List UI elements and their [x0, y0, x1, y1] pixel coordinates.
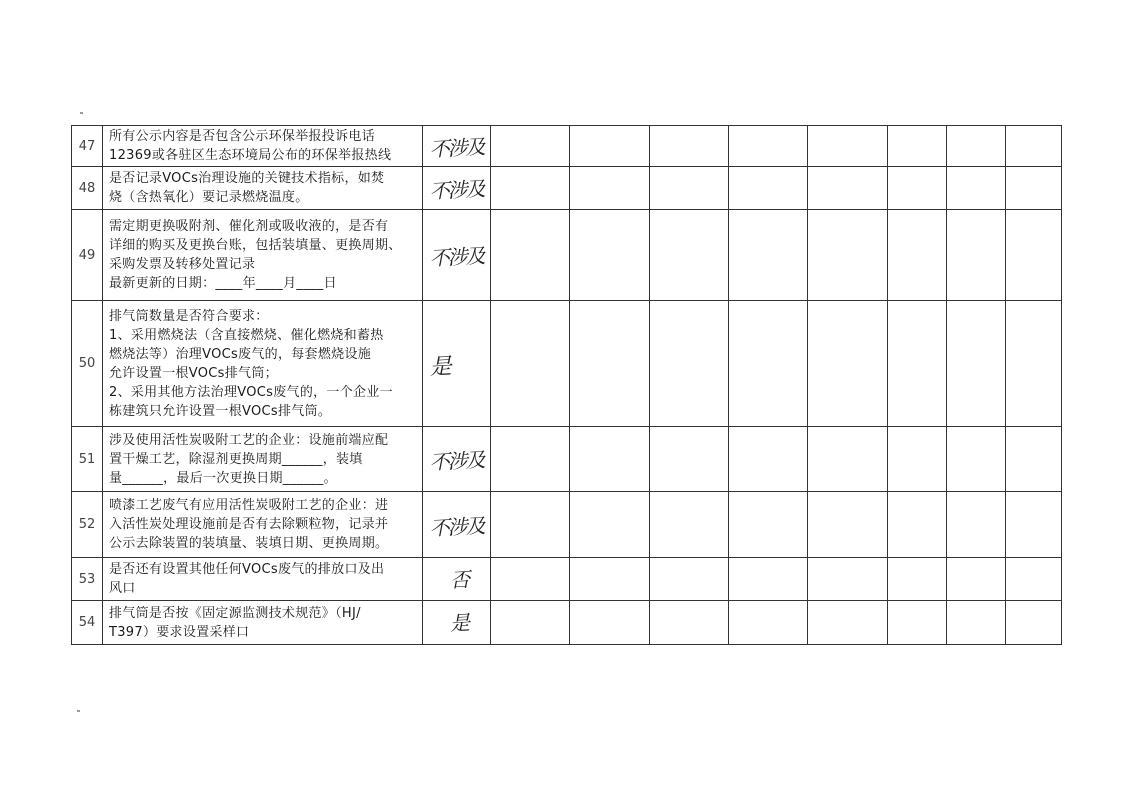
blank-cell[interactable]	[808, 301, 888, 427]
blank-cell[interactable]	[808, 558, 888, 601]
row-number: 53	[72, 558, 103, 601]
blank-cell[interactable]	[570, 301, 650, 427]
blank-cell[interactable]	[650, 427, 729, 492]
handwritten-answer: 不涉及	[421, 490, 492, 559]
blank-cell[interactable]	[888, 126, 947, 167]
blank-cell[interactable]	[570, 558, 650, 601]
table-row	[72, 427, 1062, 492]
blank-cell[interactable]	[1006, 210, 1062, 301]
blank-cell[interactable]	[570, 210, 650, 301]
blank-cell[interactable]	[888, 601, 947, 645]
blank-cell[interactable]	[650, 126, 729, 167]
blank-cell[interactable]	[570, 167, 650, 210]
blank-cell[interactable]	[1006, 558, 1062, 601]
blank-cell[interactable]	[650, 492, 729, 558]
blank-cell[interactable]	[729, 558, 808, 601]
blank-cell[interactable]	[947, 558, 1006, 601]
blank-cell[interactable]	[888, 558, 947, 601]
table-row	[72, 601, 1062, 645]
blank-cell[interactable]	[888, 427, 947, 492]
blank-cell[interactable]	[570, 427, 650, 492]
blank-cell[interactable]	[491, 167, 570, 210]
handwritten-answer: 不涉及	[421, 425, 492, 493]
blank-cell[interactable]	[888, 167, 947, 210]
blank-cell[interactable]	[729, 427, 808, 492]
blank-cell[interactable]	[888, 210, 947, 301]
blank-cell[interactable]	[808, 492, 888, 558]
item-description: 是否还有设置其他任何VOCs废气的排放口及出 风口	[103, 558, 423, 601]
item-description: 是否记录VOCs治理设施的关键技术指标，如焚 烧（含热氧化）要记录燃烧温度。	[103, 167, 423, 210]
blank-cell[interactable]	[947, 427, 1006, 492]
blank-cell[interactable]	[1006, 427, 1062, 492]
blank-cell[interactable]	[729, 210, 808, 301]
blank-cell[interactable]	[650, 601, 729, 645]
blank-cell[interactable]	[888, 492, 947, 558]
blank-cell[interactable]	[888, 301, 947, 427]
blank-cell[interactable]	[650, 210, 729, 301]
table-row	[72, 167, 1062, 210]
table-row	[72, 301, 1062, 427]
scan-speck	[77, 710, 80, 712]
blank-cell[interactable]	[491, 601, 570, 645]
scan-speck	[80, 112, 83, 114]
blank-cell[interactable]	[650, 558, 729, 601]
row-number: 48	[72, 167, 103, 210]
blank-cell[interactable]	[1006, 167, 1062, 210]
row-number: 47	[72, 126, 103, 167]
row-number: 54	[72, 601, 103, 645]
blank-cell[interactable]	[947, 601, 1006, 645]
blank-cell[interactable]	[650, 167, 729, 210]
blank-cell[interactable]	[1006, 301, 1062, 427]
table-row	[72, 126, 1062, 167]
blank-cell[interactable]	[491, 301, 570, 427]
item-description: 排气筒数量是否符合要求： 1、采用燃烧法（含直接燃烧、催化燃烧和蓄热 燃烧法等）治理VOCs废气的，每套燃烧设施 允许设置一根VOCs排气筒； 2、采用其他方法治理VOCs废气的，一个企业一 栋建筑只允许设置一根VOCs排气筒。	[103, 301, 423, 427]
item-description: 涉及使用活性炭吸附工艺的企业：设施前端应配 置干燥工艺，除湿剂更换周期______，装填 量______，最后一次更换日期______。	[103, 427, 423, 492]
blank-cell[interactable]	[947, 167, 1006, 210]
blank-cell[interactable]	[729, 601, 808, 645]
item-description: 需定期更换吸附剂、催化剂或吸收液的，是否有 详细的购买及更换台账，包括装填量、更换周期、 采购发票及转移处置记录 最新更新的日期：____年____月____日	[103, 210, 423, 301]
blank-cell[interactable]	[650, 301, 729, 427]
table-row	[72, 492, 1062, 558]
handwritten-answer: 不涉及	[421, 165, 491, 211]
row-number: 51	[72, 427, 103, 492]
inspection-table	[71, 125, 1062, 645]
item-description: 排气筒是否按《固定源监测技术规范》（HJ/ T397）要求设置采样口	[103, 601, 423, 645]
blank-cell[interactable]	[729, 126, 808, 167]
blank-cell[interactable]	[491, 492, 570, 558]
row-number: 50	[72, 301, 103, 427]
blank-cell[interactable]	[729, 301, 808, 427]
blank-cell[interactable]	[808, 167, 888, 210]
table-row	[72, 558, 1062, 601]
blank-cell[interactable]	[808, 427, 888, 492]
table-row	[72, 210, 1062, 301]
blank-cell[interactable]	[570, 492, 650, 558]
handwritten-answer: 是	[421, 599, 491, 646]
blank-cell[interactable]	[1006, 601, 1062, 645]
item-description: 喷漆工艺废气有应用活性炭吸附工艺的企业：进 入活性炭处理设施前是否有去除颗粒物，记录并 公示去除装置的装填量、装填日期、更换周期。	[103, 492, 423, 558]
blank-cell[interactable]	[729, 167, 808, 210]
blank-cell[interactable]	[729, 492, 808, 558]
blank-cell[interactable]	[947, 126, 1006, 167]
handwritten-answer: 不涉及	[421, 124, 491, 169]
blank-cell[interactable]	[491, 558, 570, 601]
blank-cell[interactable]	[808, 601, 888, 645]
blank-cell[interactable]	[1006, 492, 1062, 558]
blank-cell[interactable]	[570, 126, 650, 167]
blank-cell[interactable]	[947, 492, 1006, 558]
handwritten-answer: 不涉及	[420, 208, 493, 302]
blank-cell[interactable]	[947, 301, 1006, 427]
blank-cell[interactable]	[570, 601, 650, 645]
blank-cell[interactable]	[491, 210, 570, 301]
row-number: 52	[72, 492, 103, 558]
handwritten-answer: 否	[421, 556, 491, 602]
handwritten-answer: 是	[419, 299, 494, 428]
row-number: 49	[72, 210, 103, 301]
blank-cell[interactable]	[808, 210, 888, 301]
blank-cell[interactable]	[947, 210, 1006, 301]
blank-cell[interactable]	[491, 427, 570, 492]
blank-cell[interactable]	[808, 126, 888, 167]
blank-cell[interactable]	[491, 126, 570, 167]
blank-cell[interactable]	[1006, 126, 1062, 167]
item-description: 所有公示内容是否包含公示环保举报投诉电话 12369或各驻区生态环境局公布的环保举报热线	[103, 126, 423, 167]
